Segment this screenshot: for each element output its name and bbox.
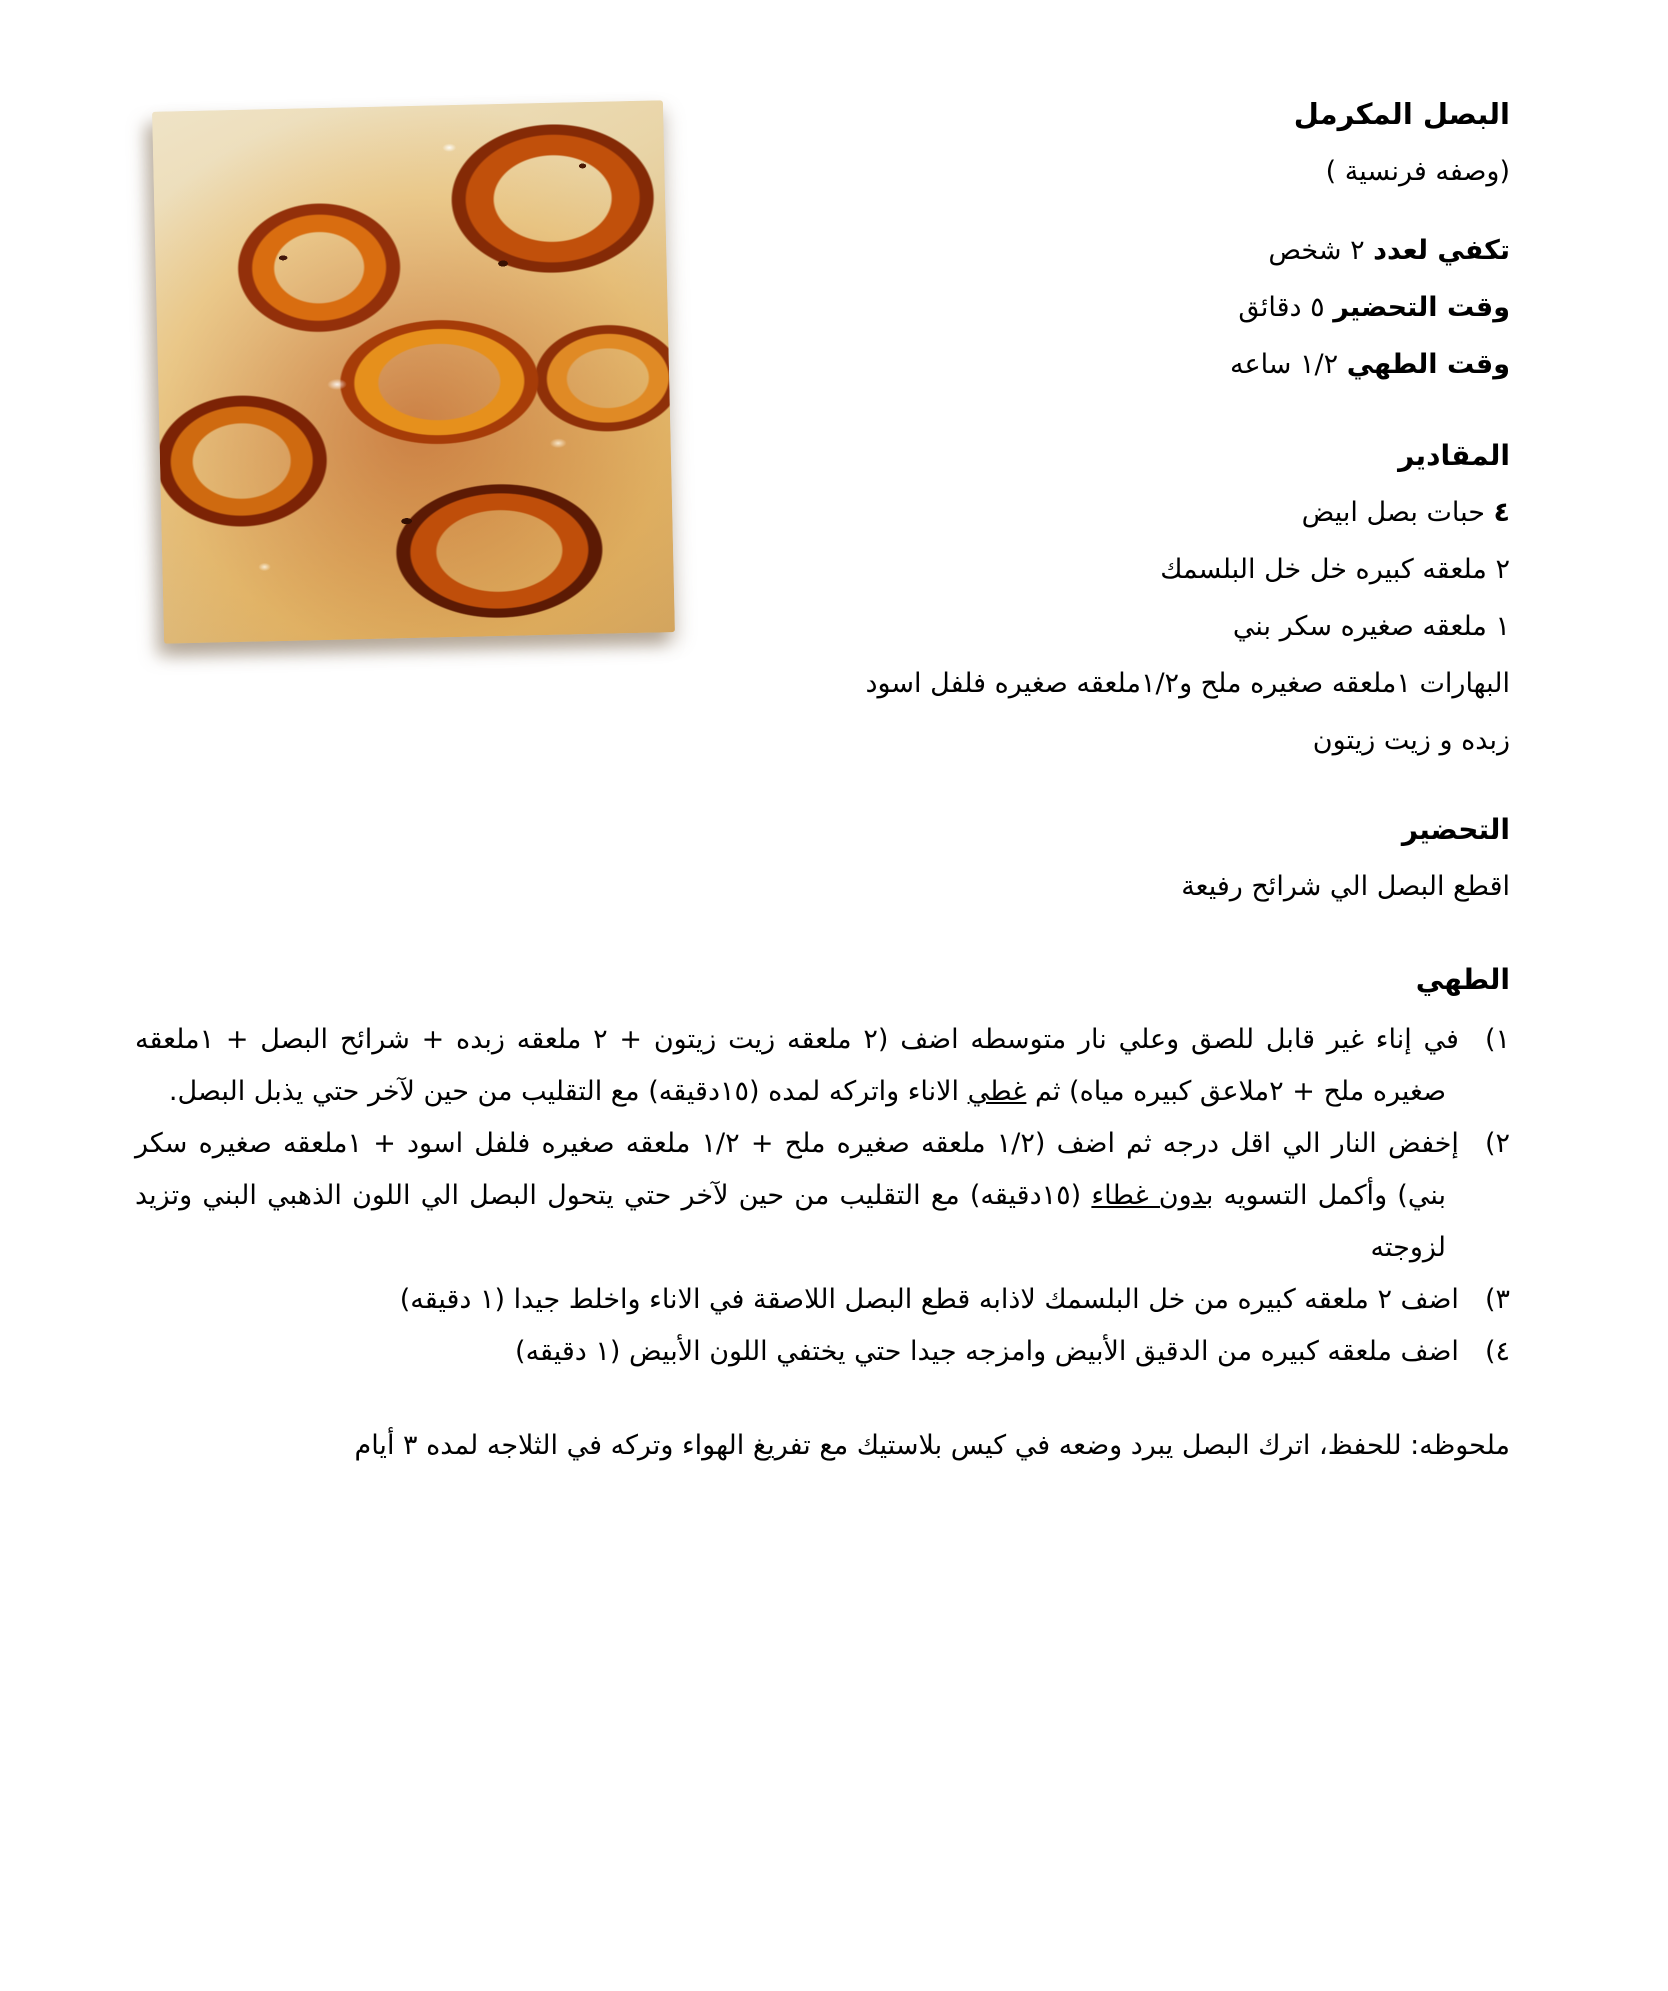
preparation-heading: التحضير [1401, 813, 1510, 846]
step-text: اضف ملعقه كبيره من الدقيق الأبيض وامزجه جيدا حتي يختفي اللون الأبيض (١ دقيقه) [515, 1336, 1459, 1367]
step-text: (١٥دقيقه) مع التقليب من حين لآخر حتي يتحول البصل الي اللون الذهبي البني وتزيد لزوجته [135, 1180, 1446, 1263]
ingredient-quantity: ٤ [1493, 497, 1510, 528]
ingredient-item [135, 484, 1510, 541]
ingredient-text: زبده و زيت زيتون [1312, 725, 1510, 756]
ingredient-text: البهارات ١ملعقه صغيره ملح و١/٢ملعقه صغيره فلفل اسود [865, 668, 1510, 699]
servings-line [135, 222, 1510, 279]
cooking-steps [135, 1014, 1510, 1378]
step-text-underlined: غطي [967, 1076, 1027, 1107]
cooking-step-3 [135, 1274, 1510, 1326]
step-number: ٣) [1484, 1284, 1510, 1315]
recipe-title: البصل المكرمل [1293, 97, 1510, 131]
cooking-section [135, 951, 1510, 1378]
step-text-underlined: بدون غطاء [1091, 1180, 1214, 1211]
servings-label: تكفي لعدد [1373, 235, 1510, 266]
preparation-text: اقطع البصل الي شرائح رفيعة [1181, 871, 1510, 902]
ingredients-section [135, 427, 1510, 769]
prep-time-line [135, 279, 1510, 336]
ingredient-item [135, 712, 1510, 769]
cook-time-line [135, 336, 1510, 393]
prep-time-label: وقت التحضير [1333, 292, 1510, 323]
recipe-meta [135, 222, 1510, 393]
ingredient-item [135, 655, 1510, 712]
cooking-heading: الطهي [1415, 963, 1510, 996]
ingredient-text: ١ ملعقه صغيره سكر بني [1232, 611, 1510, 642]
step-number: ١) [1484, 1024, 1510, 1055]
cook-time-label: وقت الطهي [1346, 349, 1510, 380]
ingredient-text: ٢ ملعقه كبيره خل خل البلسمك [1160, 554, 1510, 585]
step-text: في إناء غير قابل للصق وعلي نار متوسطه اضف (٢ ملعقه زيت زيتون + ٢ ملعقه زبده + شرائح البصل + ١ملعقه صغيره ملح + ٢ملاعق كبيره مياه) ثم [135, 1024, 1459, 1107]
ingredients-heading: المقادير [1398, 439, 1510, 472]
cooking-step-4 [135, 1326, 1510, 1378]
ingredient-text: حبات بصل ابيض [1301, 497, 1494, 528]
ingredient-item [135, 598, 1510, 655]
recipe-subtitle: (وصفه فرنسية ) [1325, 156, 1510, 187]
step-number: ٤) [1484, 1336, 1510, 1367]
storage-note: ملحوظه: للحفظ، اترك البصل يبرد وضعه في كيس بلاستيك مع تفريغ الهواء وتركه في الثلاجه لمده ٣ أيام [354, 1430, 1510, 1461]
ingredient-item [135, 541, 1510, 598]
cooking-step-2 [135, 1118, 1510, 1274]
step-text: إخفض النار الي اقل درجه ثم اضف (١/٢ ملعقه صغيره ملح + ١/٢ ملعقه صغيره فلفل اسود + ١ملعقه صغيره سكر بني) وأكمل التسويه [135, 1128, 1459, 1211]
preparation-section [135, 801, 1510, 915]
cook-time-value: ١/٢ ساعه [1229, 349, 1339, 380]
step-text: الاناء واتركه لمده (١٥دقيقه) مع التقليب من حين لآخر حتي يذبل البصل. [168, 1076, 968, 1107]
step-number: ٢) [1484, 1128, 1510, 1159]
prep-time-value: ٥ دقائق [1238, 292, 1325, 323]
servings-value: ٢ شخص [1268, 235, 1365, 266]
step-text: اضف ٢ ملعقه كبيره من خل البلسمك لاذابه قطع البصل اللاصقة في الاناء واخلط جيدا (١ دقيقه) [399, 1284, 1459, 1315]
cooking-step-1 [135, 1014, 1510, 1118]
